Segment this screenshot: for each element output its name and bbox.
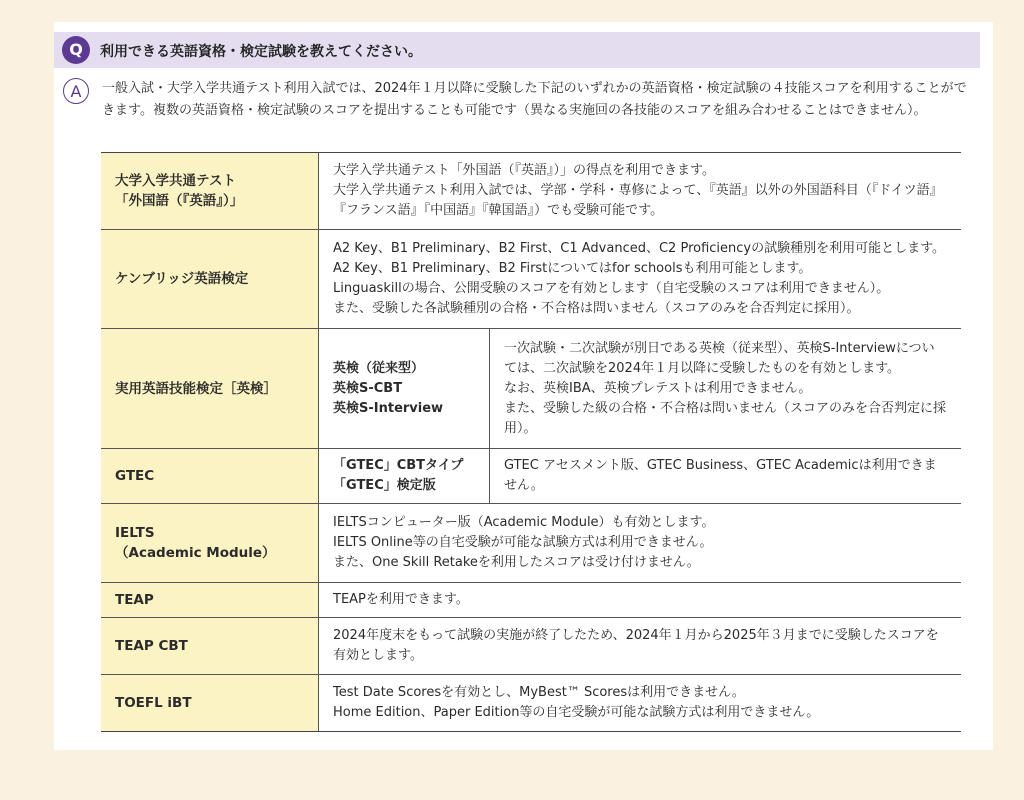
question-badge: Q — [62, 36, 90, 64]
table-row — [101, 583, 961, 618]
exam-name: 大学入学共通テスト 「外国語（『英語』）」 — [101, 153, 319, 230]
exam-subtypes: 「GTEC」CBTタイプ 「GTEC」検定版 — [319, 449, 490, 504]
exam-subtypes: 英検（従来型） 英検S-CBT 英検S-Interview — [319, 329, 490, 449]
exam-description: Test Date Scoresを有効とし、MyBest™ Scoresは利用できません。 Home Edition、Paper Edition等の自宅受験が可能な試験方式は利用できません。 — [319, 675, 962, 732]
exam-description: 一次試験・二次試験が別日である英検（従来型）、英検S-Interviewについては、二次試験を2024年１月以降に受験したものを有効とします。 なお、英検IBA、英検プレテストは利用できません。 また、受験した級の合格・不合格は問いません（スコアのみを合否判定に採用）。 — [490, 329, 962, 449]
exam-name: IELTS （Academic Module） — [101, 504, 319, 583]
exam-name: 実用英語技能検定［英検］ — [101, 329, 319, 449]
table-row — [101, 675, 961, 732]
table-row — [101, 329, 961, 449]
answer-text: 一般入試・大学入学共通テスト利用入試では、2024年１月以降に受験した下記のいずれかの英語資格・検定試験の４技能スコアを利用することができます。複数の英語資格・検定試験のスコアを提出することも可能です（異なる実施回の各技能のスコアを組み合わせることはできません）。 — [102, 81, 967, 118]
exam-description: A2 Key、B1 Preliminary、B2 First、C1 Advanced、C2 Proficiencyの試験種別を利用可能とします。A2 Key、B1 Preliminary、B2 Firstについてはfor schoolsも利用可能とします。 Linguaskillの場合、公開受験のスコアを有効とします（自宅受験のスコアは利用できません）。 また、受験した各試験種別の合格・不合格は問いません（スコアのみを合否判定に採用）。 — [319, 230, 962, 329]
faq-card — [54, 22, 993, 750]
exam-name: TOEFL iBT — [101, 675, 319, 732]
table-row — [101, 618, 961, 675]
exam-table — [101, 152, 961, 732]
exam-description: TEAPを利用できます。 — [319, 583, 962, 618]
question-bar — [54, 32, 980, 68]
table-row — [101, 504, 961, 583]
exam-name: ケンブリッジ英語検定 — [101, 230, 319, 329]
table-row — [101, 449, 961, 504]
exam-description: GTEC アセスメント版、GTEC Business、GTEC Academicは利用できません。 — [490, 449, 962, 504]
table-row — [101, 153, 961, 230]
table-row — [101, 230, 961, 329]
exam-description: IELTSコンピューター版（Academic Module）も有効とします。 IELTS Online等の自宅受験が可能な試験方式は利用できません。 また、One Skill Retakeを利用したスコアは受け付けません。 — [319, 504, 962, 583]
exam-name: TEAP — [101, 583, 319, 618]
exam-description: 2024年度末をもって試験の実施が終了したため、2024年１月から2025年３月までに受験したスコアを有効とします。 — [319, 618, 962, 675]
exam-name: GTEC — [101, 449, 319, 504]
exam-name: TEAP CBT — [101, 618, 319, 675]
answer-badge: A — [63, 78, 89, 104]
question-text: 利用できる英語資格・検定試験を教えてください。 — [100, 44, 422, 60]
exam-description: 大学入学共通テスト「外国語（『英語』）」の得点を利用できます。 大学入学共通テスト利用入試では、学部・学科・専修によって、『英語』以外の外国語科目（『ドイツ語』『フランス語』『中国語』『韓国語』）でも受験可能です。 — [319, 153, 962, 230]
